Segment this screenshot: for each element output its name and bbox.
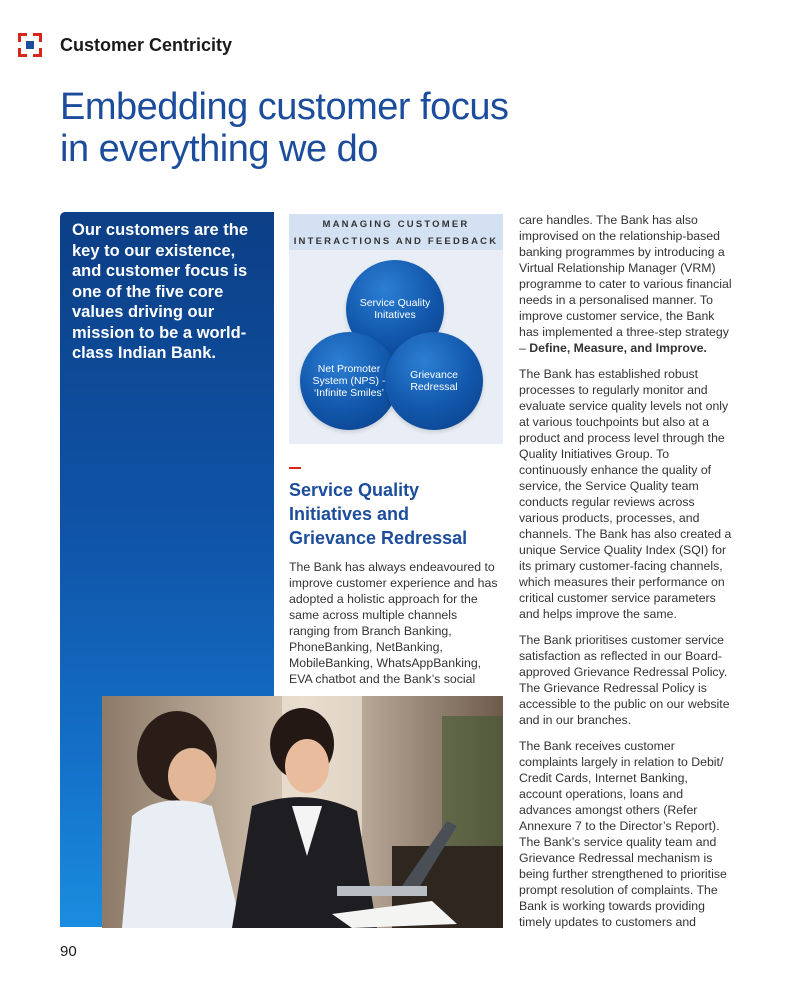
middle-column (289, 559, 499, 697)
subsection-heading (289, 478, 499, 550)
circle-top-line-2: Initatives (374, 309, 416, 321)
headline-line-2: in everything we do (60, 128, 378, 170)
circle-left-line-2: System (NPS) - (312, 375, 386, 387)
diagram-title (289, 214, 503, 250)
circle-left-line-3: ‘Infinite Smiles’ (313, 387, 384, 399)
middle-paragraph-1: The Bank has always endeavoured to improve customer experience and has adopted a holistic approach for the same across multiple channels ranging from Branch Banking, PhoneBanking, NetBanking, MobileBanking, WhatsAppBanking, EVA chatbot and the Bank’s social (289, 560, 498, 686)
hdfc-logo-icon (18, 33, 42, 57)
circle-top-line-1: Service Quality (359, 297, 431, 309)
right-column (519, 212, 733, 940)
right-paragraph-3: The Bank prioritises customer service satisfaction as reflected in our Board-approved Grievance Redressal Policy. The Grievance Redressal Policy is accessible to the public on our website and in our branches. (519, 633, 730, 727)
circle-left-line-1: Net Promoter (317, 363, 381, 375)
headline-line-1: Embedding customer focus (60, 86, 509, 128)
subsection-heading-line-1: Service Quality (289, 480, 420, 500)
subsection-heading-line-2: Initiatives and (289, 504, 410, 524)
page-headline (60, 86, 620, 170)
feedback-diagram (289, 214, 503, 444)
page-number: 90 (60, 943, 77, 960)
circle-nps (300, 332, 398, 430)
diagram-title-line-1: MANAGING CUSTOMER (322, 219, 470, 230)
red-accent-dash (289, 467, 301, 469)
strategy-steps: Define, Measure, and Improve. (529, 341, 707, 355)
section-title: Customer Centricity (60, 35, 233, 55)
circle-right-line-1: Grievance (410, 369, 458, 381)
right-paragraph-1-text: care handles. The Bank has also improvised on the relationship-based banking programmes by introducing a Virtual Relationship Manager (VRM) programme to cater to various financial needs in a personalised manner. To improve customer service, the Bank has implemented a three-step strategy – (519, 213, 732, 355)
diagram-title-line-2: INTERACTIONS AND FEEDBACK (293, 236, 499, 247)
circle-right-line-2: Redressal (410, 381, 458, 393)
right-paragraph-2: The Bank has established robust processes to regularly monitor and evaluate service quality levels not only at various touchpoints but also at a product and process level through the Quality Initiatives Group. To continuously enhance the quality of service, the Service Quality team conducts regular reviews across various products, processes, and channels. The Bank has also created a unique Service Quality Index (SQI) for its primary customer-facing channels, which measures their performance on critical customer service parameters and helps improve the same. (519, 367, 732, 621)
subsection-heading-line-3: Grievance Redressal (289, 528, 468, 548)
customer-service-photo (102, 696, 503, 928)
pull-quote: Our customers are the key to our existence, and customer focus is one of the five core values driving our mission to be a world-class Indian Bank. (72, 221, 249, 362)
circle-grievance (385, 332, 483, 430)
photo-illustration (102, 696, 503, 928)
right-paragraph-4: The Bank receives customer complaints largely in relation to Debit/ Credit Cards, Internet Banking, account operations, loans and advances amongst others (Refer Annexure 7 to the Director’s Report). The Bank’s service quality team and Grievance Redressal mechanism is being further strengthened to prioritise prompt resolution of complaints. The Bank is working towards providing timely updates to customers and (519, 739, 727, 929)
right-paragraph-1 (519, 212, 733, 356)
